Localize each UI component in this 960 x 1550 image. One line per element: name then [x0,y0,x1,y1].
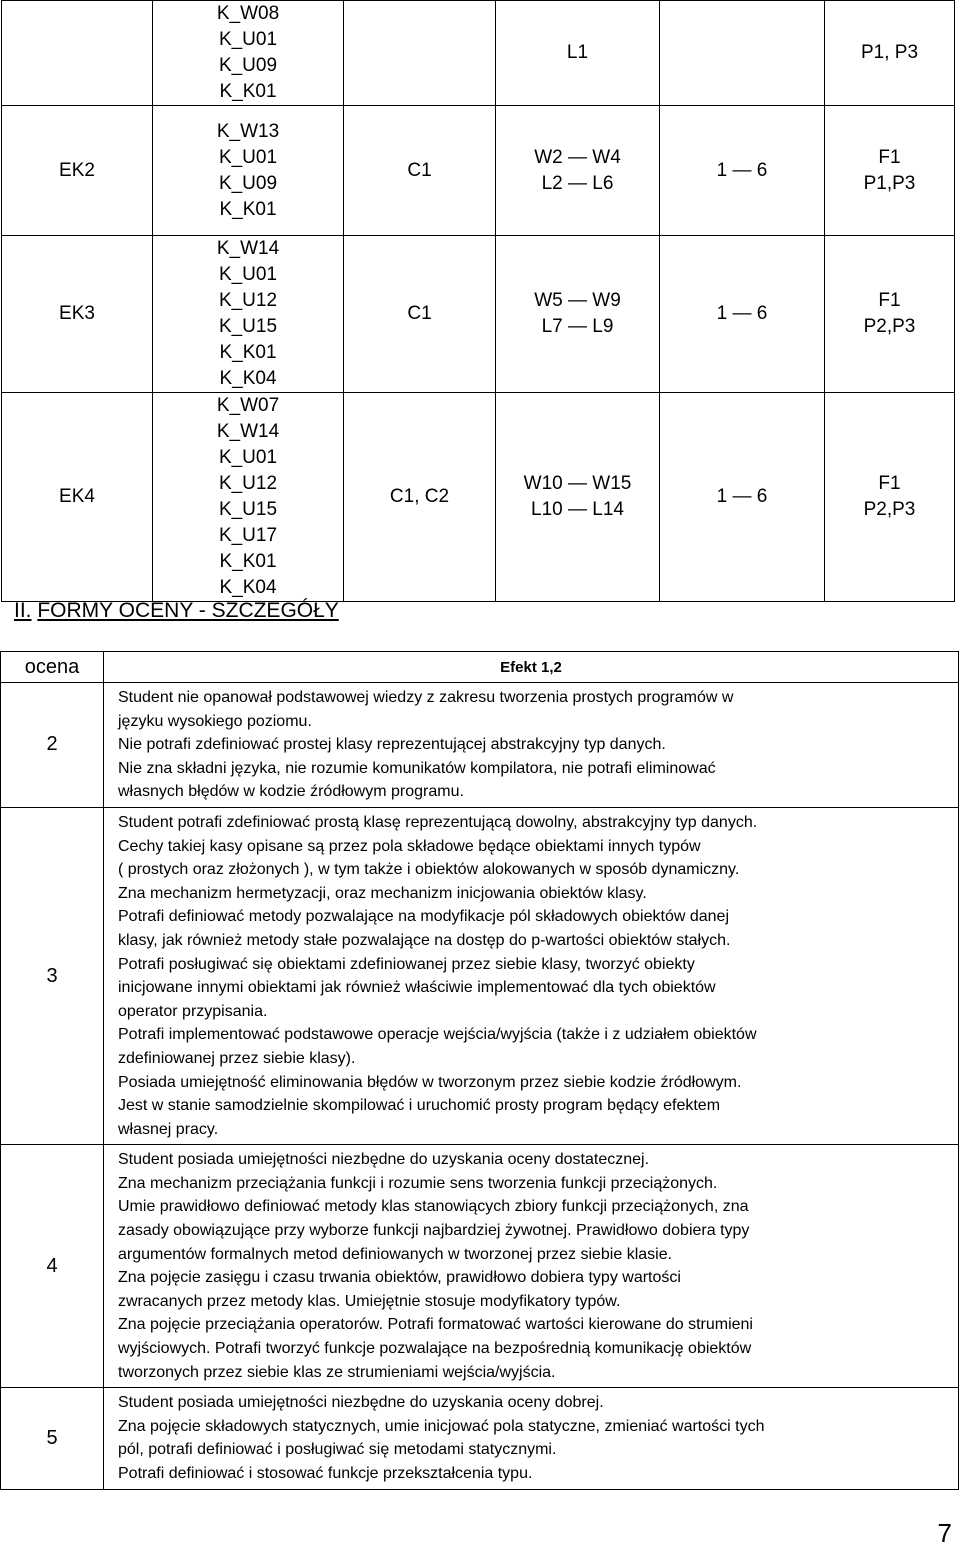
description-line: własnej pracy. [118,1120,219,1138]
grade-value: 4 [1,1145,104,1388]
forms-cell-line: P1,P3 [863,172,916,194]
grade-row [1,1145,959,1388]
effects-row [2,393,955,602]
codes-cell-line: K_K01 [219,551,277,572]
forms-cell [825,106,955,236]
goal-cell: C1, C2 [344,393,496,602]
weeks-cell: 1 — 6 [660,393,825,602]
grade-row [1,683,959,808]
codes-cell-line: K_K01 [219,342,277,363]
section-title: FORMY OCENY - SZCZEGÓŁY [37,599,339,622]
description-line: Zna mechanizm hermetyzacji, oraz mechanizm inicjowania obiektów klasy. [118,884,647,902]
description-line: Posiada umiejętność eliminowania błędów w tworzonym przez siebie kodzie źródłowym. [118,1073,742,1091]
effects-row [2,236,955,393]
topics-cell [496,236,660,393]
codes-cell-line: K_W08 [216,3,280,24]
weeks-cell: 1 — 6 [660,106,825,236]
description-line: Potrafi definiować i stosować funkcje przekształcenia typu. [118,1465,533,1482]
effect-id-cell: EK4 [2,393,153,602]
description-line: zdefiniowanej przez siebie klasy). [118,1049,356,1067]
codes-cell [153,393,344,602]
codes-cell [153,106,344,236]
topics-cell [496,106,660,236]
description-line: zwracanych przez metody klas. Umiejętnie stosuje modyfikatory typów. [118,1292,621,1310]
codes-cell-line: K_U12 [218,473,278,494]
section-heading [14,599,339,623]
grade-value: 3 [1,807,104,1144]
description-line: Zna pojęcie składowych statycznych, umie inicjować pola statyczne, zmieniać wartości tych [118,1417,765,1435]
description-line: zasady obowiązujące przy wyborze funkcji najbardziej żywotnej. Prawidłowo dobiera typy [118,1222,750,1240]
codes-cell-line: K_K04 [219,577,277,598]
codes-cell-line: K_K01 [219,81,277,102]
description-line: Jest w stanie samodzielnie skompilować i uruchomić prosty program będący efektem [118,1097,721,1115]
codes-cell-line: K_U09 [218,172,278,194]
codes-cell-line: K_U01 [218,264,278,285]
description-line: inicjowane innymi obiektami jak również właściwie implementować dla tych obiektów [118,979,716,997]
topics-cell-line: L10 — L14 [531,499,624,520]
codes-cell-line: K_W13 [216,120,280,142]
forms-cell-line: F1 [878,146,901,168]
weeks-cell [660,1,825,106]
goal-cell [344,1,496,106]
description-line: Nie zna składni języka, nie rozumie komunikatów kompilatora, nie potrafi eliminować [118,759,716,777]
description-line: Umie prawidłowo definiować metody klas stanowiących zbiory funkcji przeciążonych, zna [118,1198,749,1216]
forms-cell-line: P2,P3 [863,316,916,337]
codes-cell-line: K_W14 [216,238,280,259]
forms-cell [825,393,955,602]
effect-id-cell: EK3 [2,236,153,393]
description-line: Student potrafi zdefiniować prostą klasę reprezentującą dowolny, abstrakcyjny typ danych. [118,813,758,831]
topics-cell-line: L7 — L9 [541,316,614,337]
grade-column-header: ocena [1,652,104,683]
forms-cell-line: F1 [878,473,901,494]
codes-cell-line: K_U15 [218,499,278,520]
effect-id-cell [2,1,153,106]
grade-description [104,1145,959,1388]
topics-cell [496,393,660,602]
topics-cell-line: L1 [566,42,589,63]
codes-cell-line: K_U12 [218,290,278,311]
grade-description [104,683,959,808]
description-line: Potrafi definiować metody pozwalające na modyfikacje pól składowych obiektów danej [118,908,729,926]
forms-cell-line: F1 [878,290,901,311]
grade-value: 2 [1,683,104,808]
description-line: Nie potrafi zdefiniować prostej klasy reprezentującej abstrakcyjny typ danych. [118,736,666,754]
goal-cell: C1 [344,236,496,393]
grading-header-row [1,652,959,683]
codes-cell-line: K_U09 [218,55,278,76]
description-line: Cechy takiej kasy opisane są przez pola składowe będące obiektami innych typów [118,837,701,855]
topics-cell-line: W2 — W4 [534,146,621,168]
description-line: Zna mechanizm przeciążania funkcji i rozumie sens tworzenia funkcji przeciążonych. [118,1174,718,1192]
description-line: Student posiada umiejętności niezbędne do uzyskania oceny dobrej. [118,1394,604,1412]
description-line: Potrafi posługiwać się obiektami zdefiniowanej przez siebie klasy, tworzyć obiekty [118,955,695,973]
codes-cell-line: K_K01 [219,198,277,220]
forms-cell-line: P2,P3 [863,499,916,520]
grade-value: 5 [1,1388,104,1489]
description-line: Potrafi implementować podstawowe operacje wejścia/wyjścia (także i z udziałem obiektów [118,1026,757,1044]
topics-cell [496,1,660,106]
description-line: tworzonych przez siebie klas ze strumieniami wejścia/wyjścia. [118,1363,556,1381]
codes-cell-line: K_W07 [216,395,280,416]
description-line: argumentów formalnych metod definiowanych w tworzonej przez siebie klasie. [118,1245,673,1263]
description-line: języku wysokiego poziomu. [118,712,312,730]
grade-description [104,1388,959,1489]
codes-cell-line: K_U01 [218,146,278,168]
codes-cell-line: K_U15 [218,316,278,337]
description-line: Zna pojęcie przeciążania operatorów. Potrafi formatować wartości kierowane do strumieni [118,1316,753,1334]
description-line: własnych błędów w kodzie źródłowym programu. [118,783,464,801]
weeks-cell: 1 — 6 [660,236,825,393]
section-number: II. [14,599,32,622]
goal-cell: C1 [344,106,496,236]
effect-column-header: Efekt 1,2 [104,652,959,683]
grade-row [1,807,959,1144]
grading-table [0,651,959,1490]
forms-cell-line: P1, P3 [860,42,919,63]
description-line: pól, potrafi definiować i posługiwać się metodami statycznymi. [118,1441,557,1459]
page-number: 7 [937,1518,952,1548]
topics-cell-line: L2 — L6 [541,172,614,194]
forms-cell [825,1,955,106]
grade-row [1,1388,959,1489]
description-line: operator przypisania. [118,1002,268,1020]
effect-id-cell: EK2 [2,106,153,236]
description-line: Student posiada umiejętności niezbędne do uzyskania oceny dostatecznej. [118,1151,650,1169]
codes-cell-line: K_W14 [216,421,280,442]
description-line: Zna pojęcie zasięgu i czasu trwania obiektów, prawidłowo dobiera typy wartości [118,1269,681,1287]
codes-cell-line: K_U01 [218,447,278,468]
codes-cell-line: K_K04 [219,368,277,389]
forms-cell [825,236,955,393]
topics-cell-line: W10 — W15 [523,473,632,494]
codes-cell-line: K_U01 [218,29,278,50]
effects-matrix-table [1,0,955,602]
effects-row [2,1,955,106]
description-line: ( prostych oraz złożonych ), w tym także i obiektów alokowanych w sposób dynamiczny. [118,861,740,879]
codes-cell [153,236,344,393]
codes-cell [153,1,344,106]
description-line: klasy, jak również metody stałe pozwalające na dostęp do p-wartości obiektów stałych. [118,931,731,949]
topics-cell-line: W5 — W9 [534,290,621,311]
grade-description [104,807,959,1144]
codes-cell-line: K_U17 [218,525,278,546]
description-line: wyjściowych. Potrafi tworzyć funkcje pozwalające na bezpośrednią komunikację obiektów [118,1340,752,1358]
description-line: Student nie opanował podstawowej wiedzy z zakresu tworzenia prostych programów w [118,689,734,706]
effects-row [2,106,955,236]
